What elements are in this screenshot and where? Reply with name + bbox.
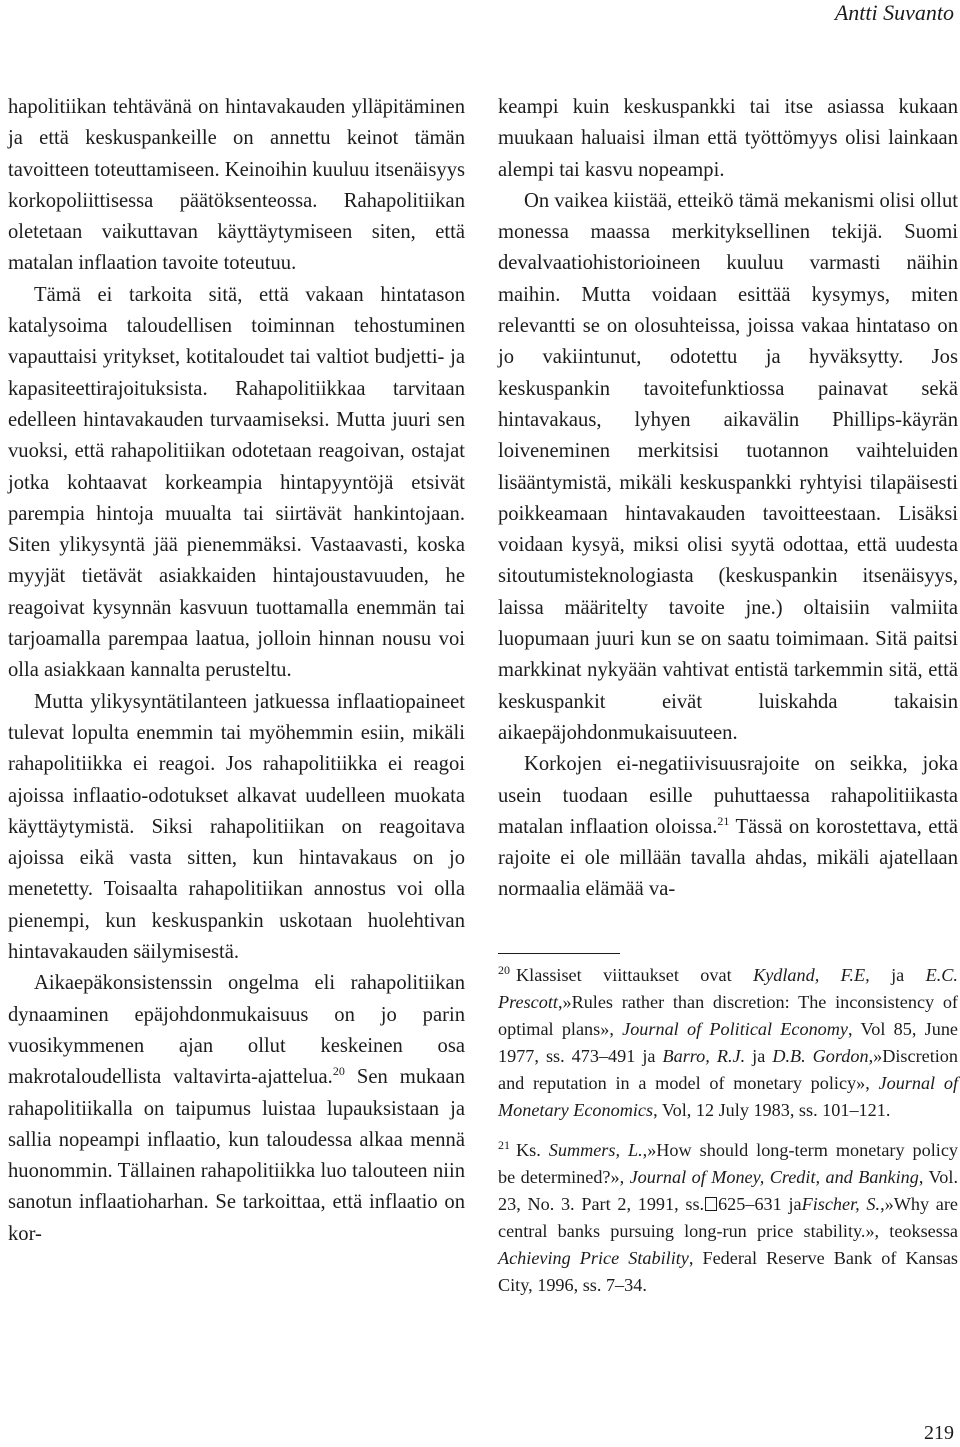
footnote-citation: Journal of Monetary Economics <box>498 1072 958 1120</box>
footnote-text: 625–631 ja <box>718 1194 802 1215</box>
footnote-ref-20[interactable]: 20 <box>332 1064 345 1079</box>
paragraph-text: Sen mukaan rahapolitiikalla on taipumus luistaa lupauksistaan ja sallia nopeampi inflaatio, kun taloudessa alkaa mennä huonommin. Tällainen rahapolitiikka luo talouteen niin sanotun inflaatioharhan. Se tarkoittaa, että inflaatio on kor- <box>8 1066 465 1245</box>
paragraph-text: Korkojen ei-negatiivisuusrajoite on seikka, joka usein tuodaan esille puhuttaessa rahapolitiikasta matalan inflaation oloissa. <box>498 753 958 838</box>
footnotes <box>498 962 958 1313</box>
left-column <box>8 92 465 1250</box>
paragraph: On vaikea kiistää, etteikö tämä mekanismi olisi ollut monessa maassa merkityksellinen tekijä. Suomi devalvaatiohistorioineen kuuluu varmasti näihin maihin. Mutta voidaan esittää kysymys, miten relevantti se on olosuhteissa, joissa vakaa hintataso on jo vakiintunut, odotettu ja hyväksytty. Jos keskuspankin tavoitefunktiossa painavat sekä hintavakaus, lyhyen aikavälin Phillips-käyrän loiveneminen merkitsisi tuotannon vaihteluiden lisääntymistä, mikäli keskuspankki ryhtyisi tilapäisesti poikkeamaan hintavakauden tavoitteestaan. Lisäksi voidaan kysyä, miksi olisi syytä odottaa, että uudesta sitoutumisteknologiasta (keskuspankin itsenäisyys, laissa määritelty tavoite jne.) oltaisiin valmiita luopumaan juuri kun se on saatu toimimaan. Sitä paitsi markkinat nykyään vahtivat entistä tarkemmin sitä, että keskuspankit eivät luiskahda takaisin aikaepäjohdonmukaisuuteen. <box>498 189 958 744</box>
footnote-text: Ks. <box>516 1140 549 1161</box>
paragraph: keampi kuin keskuspankki tai itse asiassa kukaan muukaan haluaisi ilman että työttömyys olisi lainkaan alempi tai kasvu nopeampi. <box>498 96 958 181</box>
footnote-citation: Summers, L. <box>548 1140 643 1161</box>
paragraph-text: Aikaepäkonsistenssin ongelma eli rahapolitiikan dynaaminen epäjohdonmukaisuus on jo parin vuosikymmenen ajan ollut keskeinen osa makrotaloudellista valtavirta-ajattelua. <box>8 972 465 1089</box>
footnote-citation: D.B. Gordon <box>772 1045 869 1066</box>
footnote-citation: Journal of Money, Credit, and Banking <box>629 1167 919 1188</box>
footnote-20 <box>498 962 958 1123</box>
footnote-number: 20 <box>498 963 510 977</box>
paragraph: Tämä ei tarkoita sitä, että vakaan hintatason katalysoima taloudellisen toiminnan tehostuminen vapauttaisi yritykset, kotitaloudet tai valtiot budjetti- ja kapasiteettirajoituksista. Rahapolitiikkaa tarvitaan edelleen hintavakauden turvaamiseksi. Mutta juuri sen vuoksi, että rahapolitiikan odotetaan reagoivan, ostajat jotka kohtaavat korkeampia hintapyyntöjä etsivät parempia hintoja muualta tai siirtävät hankintojaan. Siten ylikysyntä jää pienemmäksi. Vastaavasti, koska myyjät tietävät asiakkaiden hintajoustavuuden, he reagoivat kysynnän kasvuun tuottamalla enemmän tai tarjoamalla parempaa laatua, jolloin hinnan nousu voi olla asiakkaan kannalta perusteltu. <box>8 283 465 682</box>
footnote-ref-21[interactable]: 21 <box>717 813 730 828</box>
paragraph <box>498 749 958 905</box>
footnote-citation: Kydland, F.E, <box>753 965 870 985</box>
footnote-text: , Federal Reserve Bank of Kansas City, 1996, ss. 7–34. <box>498 1248 958 1295</box>
missing-glyph-box-icon <box>705 1197 717 1211</box>
footnote-text: ,»Discretion and reputation in a model of monetary policy», <box>498 1045 958 1093</box>
paragraph: hapolitiikan tehtävänä on hintavakauden ylläpitäminen ja että keskuspankeille on annettu keinot tämän tavoitteen toteuttamiseen. Keinoihin kuuluu itsenäisyys korkopoliittisessa päätöksenteossa. Rahapolitiikan oletetaan vaikuttavan käyttäytymiseen siten, että matalan inflaation tavoite toteutuu. <box>8 96 465 275</box>
footnote-text: ja <box>745 1045 773 1066</box>
footnote-text: ,»Why are central banks pursuing long-run price stability.», teoksessa <box>498 1194 958 1242</box>
footnote-text: , Vol, 12 July 1983, ss. 101–121. <box>653 1099 891 1120</box>
footnote-citation: Journal of Political Economy <box>622 1018 848 1039</box>
right-column <box>498 92 958 906</box>
footnote-text: Klassiset viittaukset ovat <box>516 965 754 985</box>
footnote-citation: E.C. Prescott <box>498 965 958 1012</box>
footnote-text: ,»How should long-term monetary policy be determined?», <box>498 1140 958 1188</box>
footnote-citation: Fischer, S. <box>801 1194 881 1215</box>
footnote-text: , Vol 85, June 1977, ss. 473–491 ja <box>498 1018 958 1066</box>
footnote-text: ,»Rules rather than discretion: The inconsistency of optimal plans», <box>498 991 958 1039</box>
footnote-citation: Barro, R.J. <box>662 1045 746 1066</box>
paragraph-text: Tässä on korostettava, että rajoite ei ole millään tavalla ahdas, mikäli ajatellaan normaalia elämää va- <box>498 815 958 901</box>
footnote-citation: Achieving Price Stability <box>498 1248 689 1269</box>
paragraph <box>8 968 465 1250</box>
running-header-author: Antti Suvanto <box>834 0 954 25</box>
footnote-21 <box>498 1137 958 1298</box>
footnote-divider <box>498 953 620 954</box>
footnote-text: , Vol. 23, No. 3. Part 2, 1991, ss. <box>498 1167 958 1215</box>
paragraph: Mutta ylikysyntätilanteen jatkuessa inflaatiopaineet tulevat lopulta enemmin tai myöhemmin esiin, mikäli rahapolitiikka ei reagoi. Jos rahapolitiikka ei reagoi ajoissa inflaatio-odotukset alkavat uudelleen muokata käyttäytymistä. Siksi rahapolitiikan on reagoitava ajoissa eikä vasta sitten, kun hintavakaus on jo menetetty. Toisaalta rahapolitiikan annostus voi olla pienempi, kun keskuspankin uskotaan huolehtivan hintavakauden säilymisestä. <box>8 690 465 964</box>
footnote-number: 21 <box>498 1138 510 1153</box>
footnote-text: ja <box>869 965 926 985</box>
page-number: 219 <box>924 1422 954 1444</box>
